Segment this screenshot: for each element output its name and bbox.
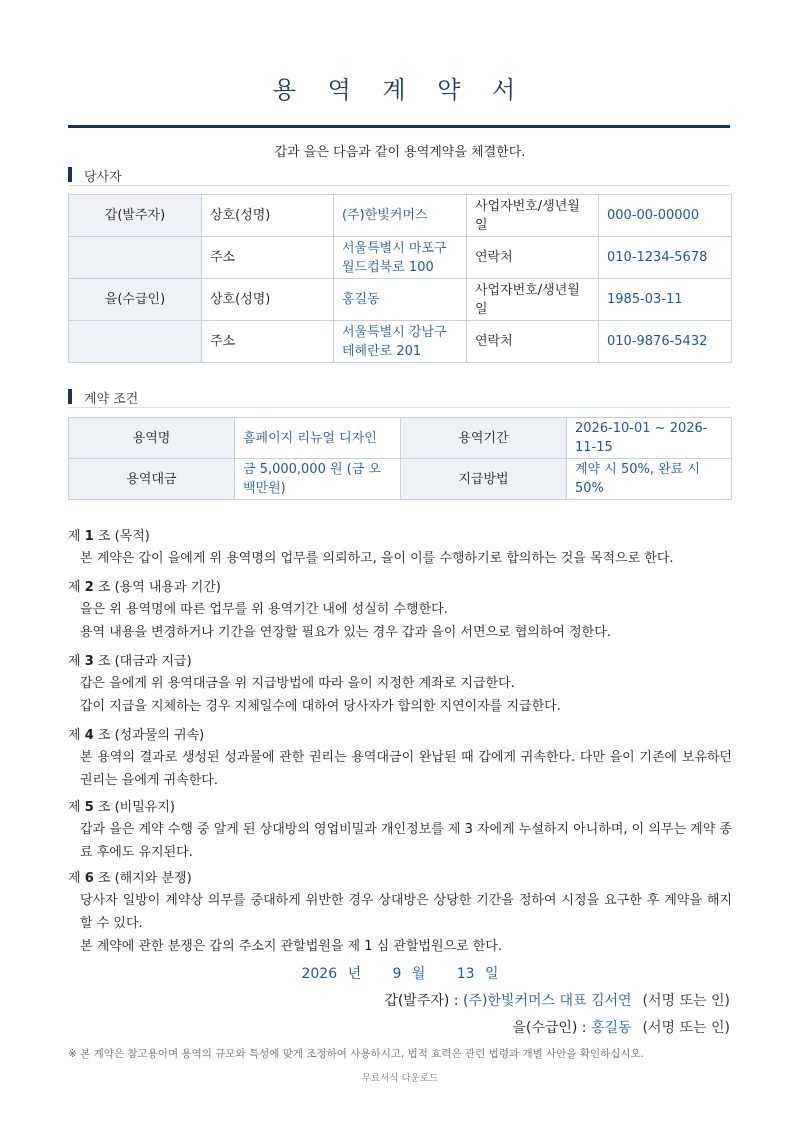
article-heading: 제 3 조 (대금과 지급) [68,654,192,669]
article-paragraph: 본 계약은 갑이 을에게 위 용역명의 업무를 의뢰하고, 을이 이를 수행하기로 합의하는 것을 목적으로 한다. [80,551,674,566]
article-2 [68,578,732,644]
field-label: 상호(성명) [202,279,334,321]
section-title: 계약 조건 [84,392,139,407]
party-label: 을(수급인) [69,279,202,321]
article-heading: 제 1 조 (목적) [68,529,150,544]
signature-line-party-a [384,990,730,1012]
article-5 [68,798,732,864]
term-value: 홈페이지 리뉴얼 디자인 [235,418,401,459]
party-label: 갑(발주자) [69,195,202,237]
date-day: 13 [456,966,475,982]
table-row [69,195,732,237]
intro-text: 갑과 을은 다음과 같이 용역계약을 체결한다. [274,145,526,160]
field-label: 사업자번호/생년월일 [467,279,599,321]
section-marker [68,167,72,182]
article-heading: 제 6 조 (해지와 분쟁) [68,871,192,886]
signature-seal: (서명 또는 인) [642,1020,730,1036]
article-heading: 제 5 조 (비밀유지) [68,800,175,815]
article-paragraph: 갑이 지급을 지체하는 경우 지체일수에 대하여 당사자가 합의한 지연이자를 지급한다. [80,699,561,714]
article-3 [68,652,732,718]
article-paragraph: 본 용역의 결과로 생성된 성과물에 관한 권리는 용역대금이 완납된 때 갑에게 귀속한다. 다만 을이 기존에 보유하던 권리는 을에게 귀속한다. [80,750,732,788]
term-label: 지급방법 [401,459,567,500]
footer-text: 무료서식 다운로드 [361,1073,439,1084]
section-title: 당사자 [84,170,122,185]
date-year: 2026 [301,966,338,982]
field-value: 010-9876-5432 [599,321,732,363]
term-value: 계약 시 50%, 완료 시 50% [567,459,732,500]
article-1 [68,527,732,570]
signature-line-party-b [512,1017,730,1039]
term-label: 용역대금 [69,459,235,500]
field-value: 홍길동 [334,279,467,321]
signature-name: (주)한빛커머스 대표 김서연 [462,993,632,1009]
table-row [69,237,732,279]
field-label: 주소 [202,237,334,279]
table-row [69,321,732,363]
table-row [69,279,732,321]
title-divider [68,125,730,128]
term-value: 2026-10-01 ~ 2026-11-15 [567,418,732,459]
terms-table [68,417,732,500]
article-paragraph: 갑은 을에게 위 용역대금을 위 지급방법에 따라 을이 지정한 계좌로 지급한다. [80,676,515,691]
signature-label: 갑(발주자) : [384,993,459,1009]
field-value: 서울특별시 마포구 월드컵북로 100 [334,237,467,279]
article-paragraph: 을은 위 용역명에 따른 업무를 위 용역기간 내에 성실히 수행한다. [80,602,448,617]
term-label: 용역기간 [401,418,567,459]
section-header-parties [68,165,730,186]
field-label: 사업자번호/생년월일 [467,195,599,237]
article-4 [68,726,732,792]
article-paragraph: 본 계약에 관한 분쟁은 갑의 주소지 관할법원을 제 1 심 관할법원으로 한다. [80,939,503,954]
contract-date: 2026 년 9 월 13 일 [301,966,499,982]
field-value: 000-00-00000 [599,195,732,237]
document-title: 용 역 계 약 서 [272,76,528,104]
field-value: (주)한빛커머스 [334,195,467,237]
article-6 [68,869,732,958]
field-label: 연락처 [467,237,599,279]
article-paragraph: 갑과 을은 계약 수행 중 알게 된 상대방의 영업비밀과 개인정보를 제 3 자에게 누설하지 아니하며, 이 의무는 계약 종료 후에도 유지된다. [80,822,732,860]
party-label [69,321,202,363]
disclaimer-note: ※ 본 계약은 참고용이며 용역의 규모와 특성에 맞게 조정하여 사용하시고, 법적 효력은 관련 법령과 개별 사안을 확인하십시오. [68,1048,645,1060]
signature-label: 을(수급인) : [512,1020,587,1036]
article-heading: 제 4 조 (성과물의 귀속) [68,728,205,743]
article-heading: 제 2 조 (용역 내용과 기간) [68,580,221,595]
signature-seal: (서명 또는 인) [642,993,730,1009]
table-row [69,459,732,500]
signature-name: 홍길동 [590,1020,632,1036]
party-label [69,237,202,279]
field-label: 상호(성명) [202,195,334,237]
parties-table [68,194,732,363]
date-month: 9 [392,966,402,982]
article-paragraph: 당사자 일방이 계약상 의무를 중대하게 위반한 경우 상대방은 상당한 기간을 정하여 시정을 요구한 후 계약을 해지할 수 있다. [80,893,732,931]
field-value: 010-1234-5678 [599,237,732,279]
field-label: 연락처 [467,321,599,363]
table-row [69,418,732,459]
section-marker [68,389,72,404]
field-label: 주소 [202,321,334,363]
section-header-terms [68,387,730,408]
field-value: 1985-03-11 [599,279,732,321]
term-value: 금 5,000,000 원 (금 오백만원) [235,459,401,500]
term-label: 용역명 [69,418,235,459]
article-paragraph: 용역 내용을 변경하거나 기간을 연장할 필요가 있는 경우 갑과 을이 서면으로 협의하여 정한다. [80,625,611,640]
field-value: 서울특별시 강남구 테헤란로 201 [334,321,467,363]
